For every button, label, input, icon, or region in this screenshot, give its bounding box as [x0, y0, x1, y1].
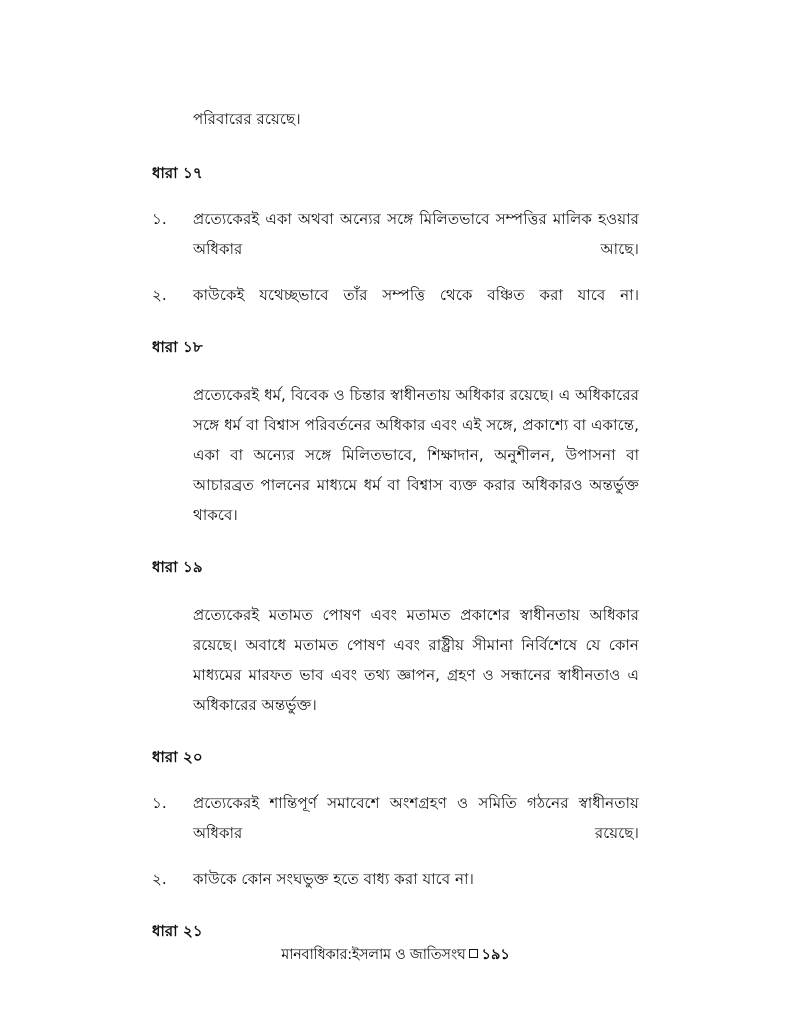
list-item-text: কাউকেই যথেচ্ছভাবে তাঁর সম্পত্তি থেকে বঞ্চিত করা যাবে না। — [193, 286, 639, 304]
page-content — [152, 104, 639, 946]
section-body-article-18: প্রত্যেকেরই ধর্ম, বিবেক ও চিন্তার স্বাধীনতায় অধিকার রয়েছে। এ অধিকারের সঙ্গে ধর্ম বা বিশ্বাস পরিবর্তনের অধিকার এবং এই সঙ্গে, প্রকাশ্যে বা একান্তে, একা বা অন্যের সঙ্গে মিলিতভাবে, শিক্ষাদান, অনুশীলন, উপাসনা বা আচারব্রত পালনের মাধ্যমে ধর্ম বা বিশ্বাস ব্যক্ত করার অধিকারও অন্তর্ভুক্ত থাকবে। — [193, 386, 639, 524]
list-marker: ১. — [152, 210, 167, 228]
list-item — [152, 864, 639, 894]
footer-book-title: মানবাধিকার:ইসলাম ও জাতিসংঘ — [281, 947, 466, 963]
list-marker: ২. — [152, 286, 167, 304]
section-heading-article-20: ধারা ২০ — [152, 748, 203, 766]
continued-line: পরিবারের রয়েছে। — [193, 110, 301, 128]
list-item-text: কাউকে কোন সংঘভুক্ত হতে বাধ্য করা যাবে না। — [193, 870, 474, 888]
section-heading-article-21: ধারা ২১ — [152, 922, 203, 940]
section-heading-article-19: ধারা ১৯ — [152, 558, 203, 576]
page-footer — [0, 944, 791, 966]
list-item-text: প্রত্যেকেরই একা অথবা অন্যের সঙ্গে মিলিতভাবে সম্পত্তির মালিক হওয়ার অধিকার আছে। — [193, 210, 639, 258]
list-item — [152, 280, 639, 310]
section-heading-article-17: ধারা ১৭ — [152, 164, 203, 182]
list-marker: ১. — [152, 794, 167, 812]
list-marker: ২. — [152, 870, 167, 888]
section-heading-article-18: ধারা ১৮ — [152, 338, 203, 356]
page-number: ১৯১ — [481, 947, 510, 963]
list-item — [152, 788, 639, 848]
list-item — [152, 204, 639, 264]
square-box-icon — [469, 949, 478, 958]
section-body-article-19: প্রত্যেকেরই মতামত পোষণ এবং মতামত প্রকাশের স্বাধীনতায় অধিকার রয়েছে। অবাধে মতামত পোষণ এবং রাষ্ট্রীয় সীমানা নির্বিশেষে যে কোন মাধ্যমের মারফত ভাব এবং তথ্য জ্ঞাপন, গ্রহণ ও সন্ধানের স্বাধীনতাও এ অধিকারের অন্তর্ভুক্ত। — [193, 606, 639, 714]
list-item-text: প্রত্যেকেরই শান্তিপূর্ণ সমাবেশে অংশগ্রহণ ও সমিতি গঠনের স্বাধীনতায় অধিকার রয়েছে। — [193, 794, 639, 842]
